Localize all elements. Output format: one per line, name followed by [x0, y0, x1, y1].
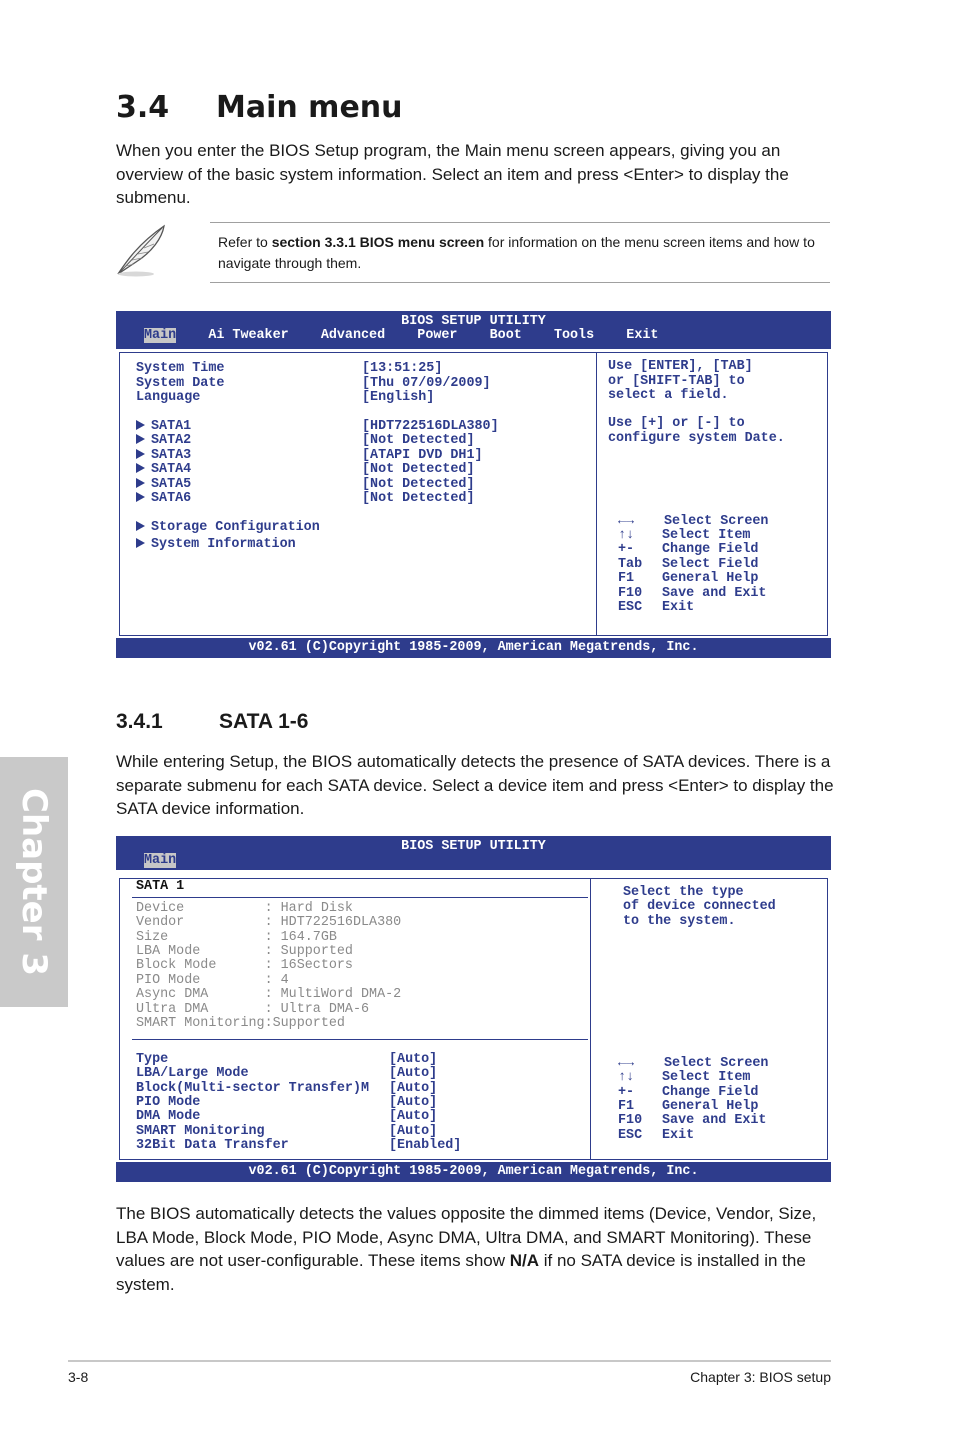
footer-rule — [68, 1360, 831, 1362]
key-save-exit: F10 Save and Exit — [618, 586, 767, 601]
sata1-value: [HDT722516DLA380] — [362, 419, 499, 434]
setting-pio-mode-value[interactable]: [Auto] — [389, 1095, 438, 1110]
sata-intro-paragraph: While entering Setup, the BIOS automatically detects the presence of SATA devices. There is a separate submenu for each SATA device. Select a device item and press <Enter> to display the SATA device information. — [116, 752, 834, 818]
sata5-item[interactable]: SATA5 — [136, 478, 191, 492]
bios-pane-divider — [590, 878, 591, 1160]
key-general-help: F1 General Help — [618, 571, 759, 586]
key-general-help: F1 General Help — [618, 1099, 759, 1114]
setting-type[interactable]: Type — [136, 1052, 169, 1067]
closing-paragraph: The BIOS automatically detects the values opposite the dimmed items (Device, Vendor, Size, LBA Mode, Block Mode, PIO Mode, Async DMA, Ultra DMA, and SMART Monitoring). These values are not user-configurable. These items show N/A if no SATA device is installed in the system. — [116, 1204, 817, 1294]
system-information-item[interactable]: System Information — [136, 538, 296, 552]
intro-paragraph: When you enter the BIOS Setup program, the Main menu screen appears, giving you an overview of the basic system information. Select an item and press <Enter> to display the submenu. — [116, 141, 789, 207]
section-title: Main menu — [216, 90, 403, 125]
setting-32bit-transfer[interactable]: 32Bit Data Transfer — [136, 1138, 289, 1153]
sata-heading: SATA 1 — [136, 879, 185, 894]
note-feather-icon — [112, 222, 172, 278]
info-size: Size : 164.7GB — [136, 930, 337, 945]
note-top-rule — [210, 222, 830, 223]
help-line: to the system. — [623, 914, 736, 929]
submenu-arrow-icon — [136, 420, 145, 430]
key-select-item: ↑↓ Select Item — [618, 528, 751, 543]
setting-dma-mode-value[interactable]: [Auto] — [389, 1109, 438, 1124]
info-ultra-dma: Ultra DMA : Ultra DMA-6 — [136, 1002, 370, 1017]
submenu-arrow-icon — [136, 478, 145, 488]
setting-dma-mode[interactable]: DMA Mode — [136, 1109, 201, 1124]
setting-lba-large-mode[interactable]: LBA/Large Mode — [136, 1066, 249, 1081]
key-change-field: +- Change Field — [618, 1085, 759, 1100]
value-language[interactable]: [English] — [362, 390, 435, 405]
help-line: Use [ENTER], [TAB] — [608, 359, 753, 374]
setting-pio-mode[interactable]: PIO Mode — [136, 1095, 201, 1110]
bios-header — [116, 836, 831, 870]
setting-type-value[interactable]: [Auto] — [389, 1052, 438, 1067]
sata4-value: [Not Detected] — [362, 462, 475, 477]
info-vendor: Vendor : HDT722516DLA380 — [136, 915, 402, 930]
menu-advanced[interactable]: Advanced — [320, 328, 386, 343]
bios-pane-divider — [596, 352, 597, 636]
section-number: 3.4 — [116, 90, 170, 125]
help-line: configure system Date. — [608, 431, 785, 446]
info-lba-mode: LBA Mode : Supported — [136, 944, 353, 959]
chapter-tab-label: Chapter 3 — [14, 787, 54, 977]
sata2-item[interactable]: SATA2 — [136, 434, 191, 448]
setting-lba-large-mode-value[interactable]: [Auto] — [389, 1066, 438, 1081]
submenu-arrow-icon — [136, 521, 145, 531]
key-select-screen: ←→ Select Screen — [618, 1056, 769, 1071]
submenu-arrow-icon — [136, 538, 145, 548]
footer-chapter-title: Chapter 3: BIOS setup — [690, 1369, 831, 1385]
menu-ai-tweaker[interactable]: Ai Tweaker — [208, 328, 289, 343]
subsection-heading — [116, 710, 308, 734]
menu-power[interactable]: Power — [417, 328, 458, 343]
subsection-number: 3.4.1 — [116, 710, 163, 733]
key-select-item: ↑↓ Select Item — [618, 1070, 751, 1085]
subsection-title: SATA 1-6 — [219, 710, 309, 733]
sata3-item[interactable]: SATA3 — [136, 449, 191, 463]
storage-configuration-item[interactable]: Storage Configuration — [136, 521, 320, 535]
bios-menu-bar — [144, 853, 176, 868]
info-pio-mode: PIO Mode : 4 — [136, 973, 289, 988]
bios-title: BIOS SETUP UTILITY — [401, 314, 546, 329]
info-block-mode: Block Mode : 16Sectors — [136, 958, 353, 973]
info-smart-monitoring: SMART Monitoring:Supported — [136, 1016, 345, 1031]
key-exit: ESC Exit — [618, 600, 695, 615]
value-system-time[interactable]: [13:51:25] — [362, 361, 443, 376]
value-system-date[interactable]: [Thu 07/09/2009] — [362, 376, 491, 391]
submenu-arrow-icon — [136, 463, 145, 473]
bios-sata-screen — [116, 836, 831, 1184]
field-language[interactable]: Language — [136, 390, 201, 405]
sata6-item[interactable]: SATA6 — [136, 492, 191, 506]
sata3-value: [ATAPI DVD DH1] — [362, 448, 483, 463]
help-line: Select the type — [623, 885, 744, 900]
help-line: select a field. — [608, 388, 729, 403]
bios-copyright: v02.61 (C)Copyright 1985-2009, American Megatrends, Inc. — [116, 1162, 831, 1182]
sata5-value: [Not Detected] — [362, 477, 475, 492]
sata1-item[interactable]: SATA1 — [136, 420, 191, 434]
help-line: of device connected — [623, 899, 776, 914]
menu-boot[interactable]: Boot — [489, 328, 522, 343]
field-system-date[interactable]: System Date — [136, 376, 225, 391]
sata2-value: [Not Detected] — [362, 433, 475, 448]
note-text: Refer to section 3.3.1 BIOS menu screen for information on the menu screen items and how to navigate through them. — [218, 234, 815, 271]
setting-smart-monitoring-value[interactable]: [Auto] — [389, 1124, 438, 1139]
key-exit: ESC Exit — [618, 1128, 695, 1143]
help-line: or [SHIFT-TAB] to — [608, 374, 745, 389]
submenu-arrow-icon — [136, 449, 145, 459]
chapter-side-tab — [0, 757, 68, 1007]
setting-smart-monitoring[interactable]: SMART Monitoring — [136, 1124, 265, 1139]
menu-main[interactable]: Main — [144, 328, 177, 343]
submenu-arrow-icon — [136, 434, 145, 444]
sata6-value: [Not Detected] — [362, 491, 475, 506]
settings-rule — [132, 1039, 588, 1040]
bios-header — [116, 311, 831, 349]
key-change-field: +- Change Field — [618, 542, 759, 557]
setting-32bit-transfer-value[interactable]: [Enabled] — [389, 1138, 462, 1153]
key-select-screen: ←→ Select Screen — [618, 514, 769, 529]
info-device: Device : Hard Disk — [136, 901, 353, 916]
setting-block-transfer-value[interactable]: [Auto] — [389, 1081, 438, 1096]
field-system-time[interactable]: System Time — [136, 361, 225, 376]
note-bottom-rule — [210, 282, 830, 283]
page-number: 3-8 — [68, 1369, 89, 1385]
key-select-field: Tab Select Field — [618, 557, 759, 572]
menu-exit[interactable]: Exit — [626, 328, 659, 343]
key-save-exit: F10 Save and Exit — [618, 1113, 767, 1128]
menu-tools[interactable]: Tools — [553, 328, 595, 343]
info-async-dma: Async DMA : MultiWord DMA-2 — [136, 987, 402, 1002]
heading-rule — [132, 897, 588, 898]
bios-main-screen — [116, 311, 831, 659]
submenu-arrow-icon — [136, 492, 145, 502]
help-line: Use [+] or [-] to — [608, 416, 745, 431]
bios-title: BIOS SETUP UTILITY — [401, 839, 546, 854]
sata4-item[interactable]: SATA4 — [136, 463, 191, 477]
menu-main[interactable]: Main — [144, 853, 177, 868]
bios-menu-bar — [144, 328, 658, 343]
setting-block-transfer[interactable]: Block(Multi-sector Transfer)M — [136, 1081, 370, 1096]
section-heading — [116, 90, 403, 125]
bios-copyright: v02.61 (C)Copyright 1985-2009, American Megatrends, Inc. — [116, 638, 831, 658]
